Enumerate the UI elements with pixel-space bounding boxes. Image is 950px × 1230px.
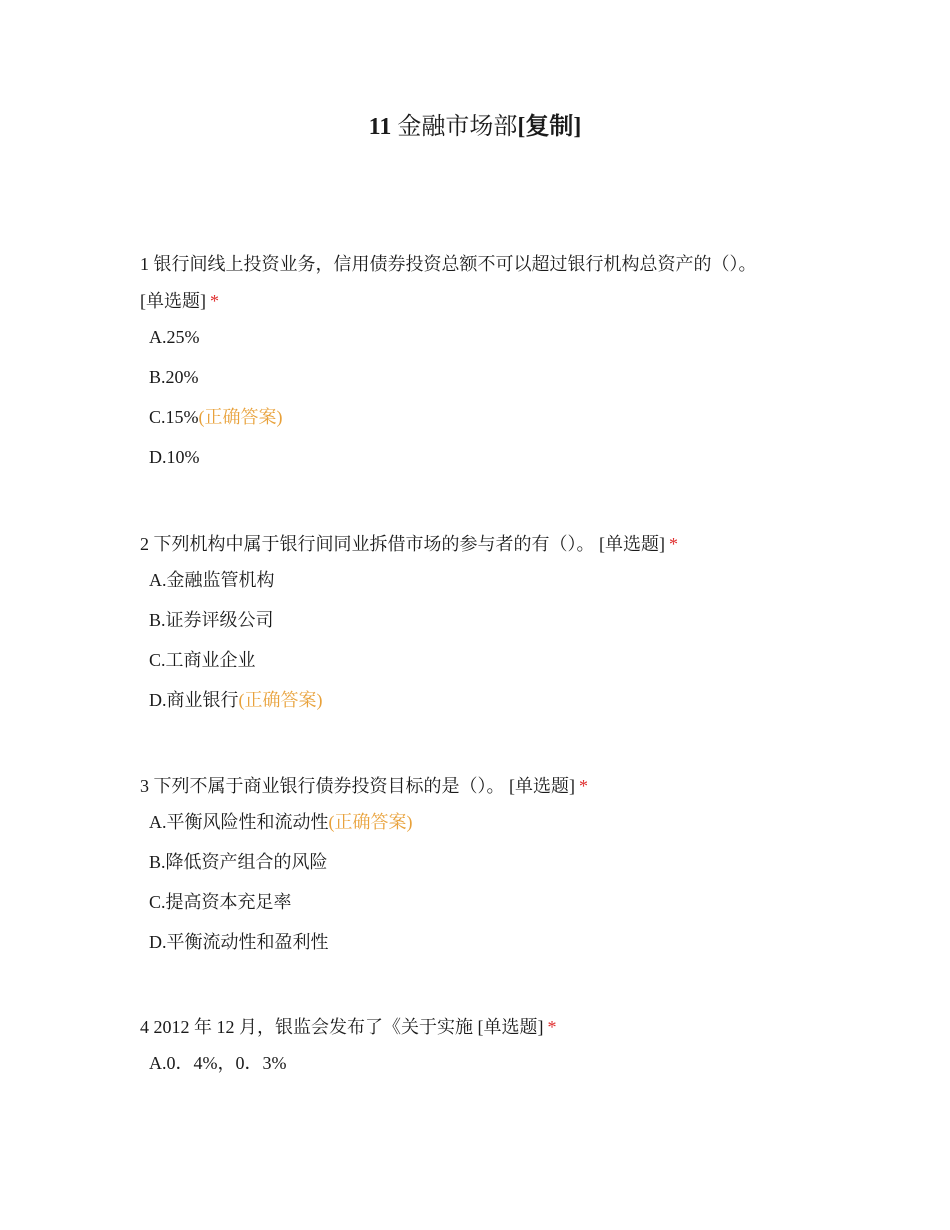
question-type: [单选题] bbox=[477, 1017, 544, 1037]
option-d[interactable] bbox=[149, 931, 820, 953]
option-label: C.15% bbox=[149, 407, 199, 427]
correct-answer-tag: (正确答案) bbox=[328, 812, 413, 832]
option-c[interactable] bbox=[149, 406, 820, 428]
options-list bbox=[140, 1052, 820, 1074]
required-mark: * bbox=[579, 776, 588, 796]
required-mark: * bbox=[547, 1017, 557, 1037]
option-label: D.商业银行 bbox=[149, 690, 239, 710]
question-number: 3 bbox=[140, 776, 149, 796]
option-a[interactable] bbox=[149, 811, 820, 833]
question-3 bbox=[140, 768, 820, 971]
question-4 bbox=[140, 1009, 820, 1092]
correct-answer-tag: (正确答案) bbox=[198, 407, 283, 427]
option-a[interactable] bbox=[149, 326, 820, 348]
option-b[interactable] bbox=[149, 851, 820, 873]
option-b[interactable] bbox=[149, 366, 820, 388]
option-d[interactable] bbox=[149, 446, 820, 468]
options-list bbox=[140, 811, 820, 953]
option-c[interactable] bbox=[149, 891, 820, 913]
option-label: A.25% bbox=[149, 327, 200, 347]
option-label: D.10% bbox=[149, 447, 200, 467]
options-list bbox=[140, 569, 820, 711]
question-stem bbox=[140, 246, 820, 320]
option-label: D.平衡流动性和盈利性 bbox=[149, 932, 329, 952]
title-text: 金融市场部 bbox=[397, 114, 518, 140]
question-type: [单选题] bbox=[509, 776, 575, 796]
question-type: [单选题] bbox=[140, 291, 206, 311]
page-title bbox=[0, 110, 950, 144]
question-text: 下列机构中属于银行间同业拆借市场的参与者的有（）。 bbox=[153, 534, 595, 554]
question-stem bbox=[140, 1009, 820, 1046]
question-number: 2 bbox=[140, 534, 149, 554]
title-number: 11 bbox=[368, 114, 392, 140]
option-label: C.提高资本充足率 bbox=[149, 892, 292, 912]
option-label: A.平衡风险性和流动性 bbox=[149, 812, 329, 832]
question-2 bbox=[140, 526, 820, 729]
question-number: 4 bbox=[140, 1017, 149, 1037]
option-label: A.金融监管机构 bbox=[149, 570, 275, 590]
options-list bbox=[140, 326, 820, 468]
option-a[interactable] bbox=[149, 1052, 820, 1074]
option-c[interactable] bbox=[149, 649, 820, 671]
question-text: 银行间线上投资业务，信用债券投资总额不可以超过银行机构总资产的（）。 bbox=[153, 254, 757, 274]
question-number: 1 bbox=[140, 254, 149, 274]
option-d[interactable] bbox=[149, 689, 820, 711]
required-mark: * bbox=[210, 291, 219, 311]
question-text: 下列不属于商业银行债券投资目标的是（）。 bbox=[153, 776, 505, 796]
title-suffix: [复制] bbox=[517, 114, 582, 140]
option-label: B.降低资产组合的风险 bbox=[149, 852, 328, 872]
question-type: [单选题] bbox=[599, 534, 665, 554]
question-text: 2012 年 12 月，银监会发布了《关于实施 bbox=[153, 1017, 473, 1037]
option-label: B.证券评级公司 bbox=[149, 610, 274, 630]
option-label: B.20% bbox=[149, 367, 199, 387]
question-stem bbox=[140, 526, 820, 563]
correct-answer-tag: (正确答案) bbox=[238, 690, 323, 710]
option-b[interactable] bbox=[149, 609, 820, 631]
option-label: C.工商业企业 bbox=[149, 650, 256, 670]
option-label: A.0．4%，0．3% bbox=[149, 1053, 287, 1073]
question-1 bbox=[140, 246, 820, 486]
required-mark: * bbox=[669, 534, 678, 554]
option-a[interactable] bbox=[149, 569, 820, 591]
question-stem bbox=[140, 768, 820, 805]
